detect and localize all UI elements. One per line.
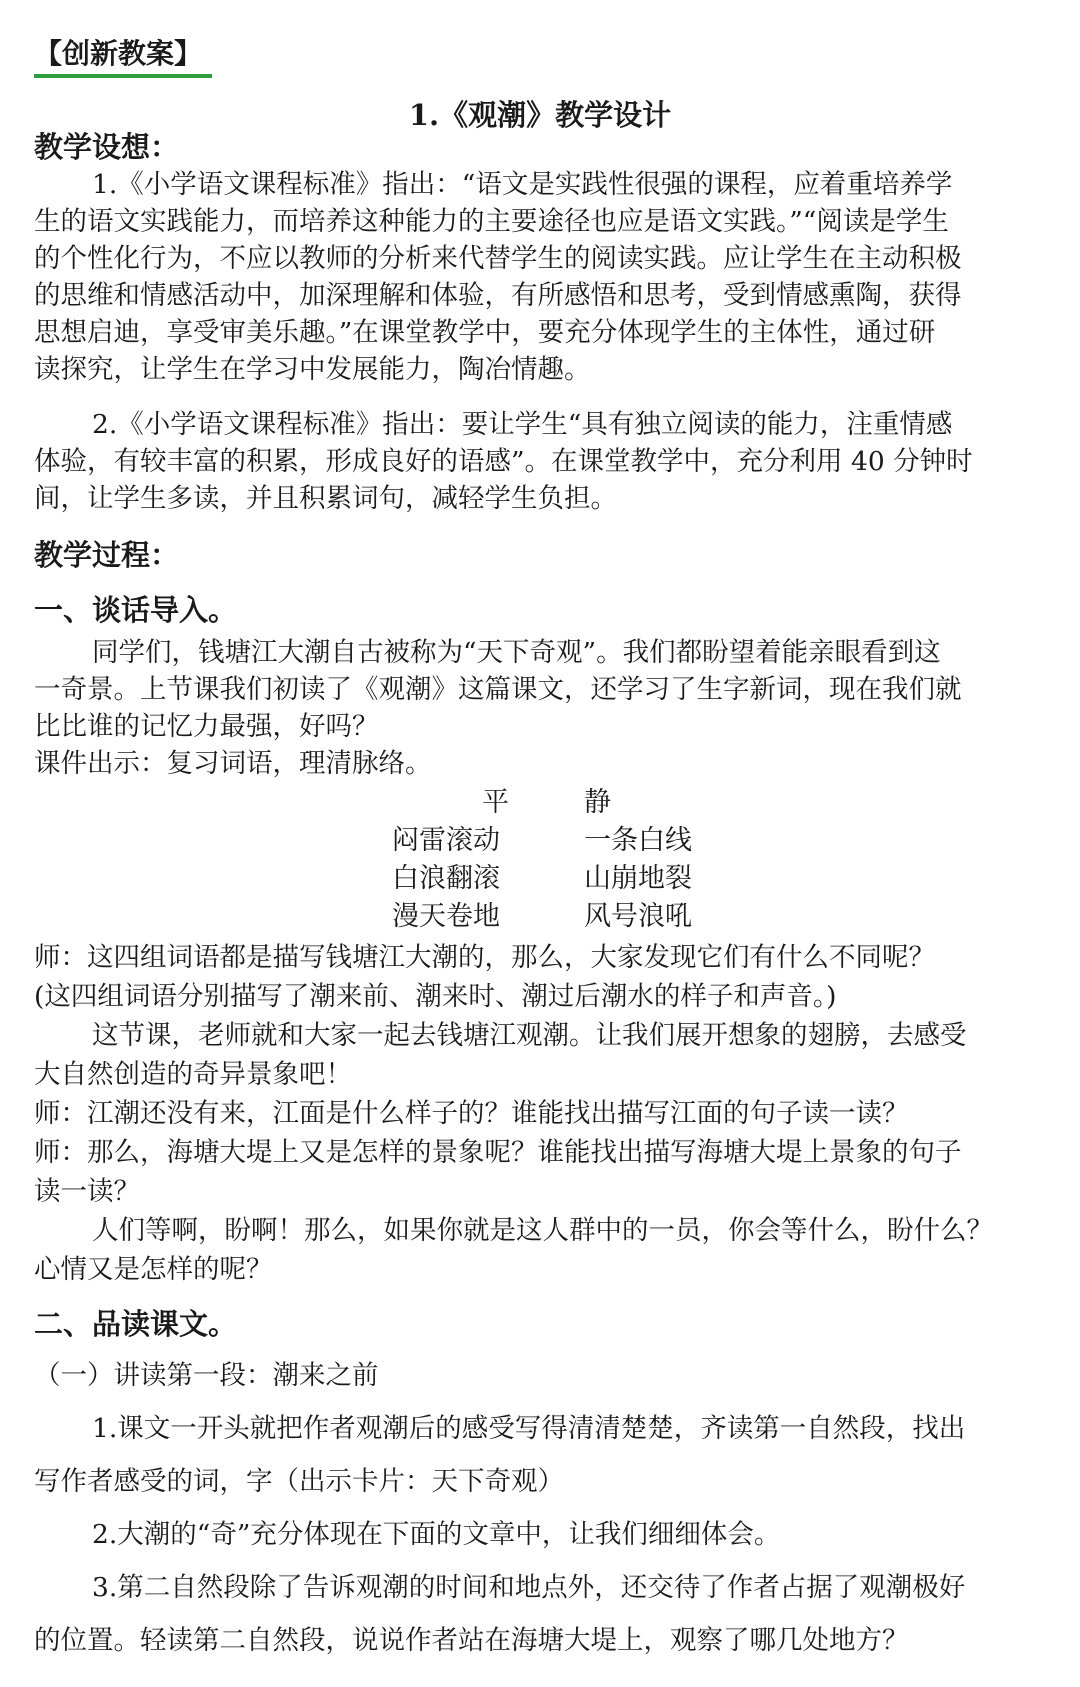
vocab-cell: 闷雷滚动 [392, 825, 500, 856]
vocab-row [392, 784, 692, 822]
section-heading-process: 教学过程： [34, 538, 180, 572]
vocab-cell: 静 [584, 787, 611, 818]
section-heading-concept: 教学设想： [34, 130, 180, 164]
text-line: 这节课，老师就和大家一起去钱塘江观潮。让我们展开想象的翅膀，去感受 [92, 1020, 967, 1051]
text-line: 写作者感受的词，字（出示卡片：天下奇观） [34, 1466, 564, 1497]
concept-paragraph-2 [34, 406, 1064, 517]
text-line: 的个性化行为，不应以教师的分析来代替学生的阅读实践。应让学生在主动积极 [34, 243, 962, 274]
part1-paragraph-1 [34, 634, 1064, 745]
header-underline [34, 74, 212, 78]
subsection-heading: （一）讲读第一段：潮来之前 [34, 1360, 379, 1391]
vocab-cell: 白浪翻滚 [392, 863, 500, 894]
text-line: 体验，有较丰富的积累，形成良好的语感”。在课堂教学中，充分利用 40 分钟时 [34, 446, 973, 477]
vocab-cell: 山崩地裂 [584, 863, 692, 894]
text-line: 2.《小学语文课程标准》指出：要让学生“具有独立阅读的能力，注重情感 [92, 409, 953, 440]
header-tag: 【创新教案】 [34, 37, 203, 70]
text-line: 心情又是怎样的呢？ [34, 1254, 273, 1285]
vocab-table [392, 784, 692, 936]
text-line: 读一读？ [34, 1176, 140, 1207]
text-line: 人们等啊，盼啊！那么，如果你就是这人群中的一员，你会等什么，盼什么？ [92, 1215, 993, 1246]
text-line: 间，让学生多读，并且积累词句，减轻学生负担。 [34, 483, 617, 514]
part2-heading: 二、品读课文。 [34, 1307, 238, 1341]
text-line: 1.课文一开头就把作者观潮后的感受写得清清楚楚，齐读第一自然段，找出 [92, 1413, 966, 1444]
vocab-cell: 一条白线 [584, 825, 692, 856]
text-line: 1.《小学语文课程标准》指出：“语文是实践性很强的课程，应着重培养学 [92, 169, 953, 200]
vocab-cell: 漫天卷地 [392, 901, 500, 932]
vocab-row [392, 860, 692, 898]
text-line: 生的语文实践能力，而培养这种能力的主要途径也应是语文实践。”“阅读是学生 [34, 206, 949, 237]
text-line: 比比谁的记忆力最强，好吗？ [34, 711, 379, 742]
document-title: 1.《观潮》教学设计 [408, 98, 672, 132]
courseware-line [34, 745, 1064, 782]
text-line: 同学们，钱塘江大潮自古被称为“天下奇观”。我们都盼望着能亲眼看到这 [92, 637, 941, 668]
vocab-cell: 风号浪吼 [584, 901, 692, 932]
text-line: 师：这四组词语都是描写钱塘江大潮的，那么，大家发现它们有什么不同呢？ [34, 942, 935, 973]
text-line: 一奇景。上节课我们初读了《观潮》这篇课文，还学习了生字新词，现在我们就 [34, 674, 962, 705]
vocab-row [392, 898, 692, 936]
text-line: 的思维和情感活动中，加深理解和体验，有所感悟和思考，受到情感熏陶，获得 [34, 280, 962, 311]
concept-paragraph-1 [34, 166, 1064, 388]
text-line: 师：江潮还没有来，江面是什么样子的？谁能找出描写江面的句子读一读？ [34, 1098, 909, 1129]
text-line: 3.第二自然段除了告诉观潮的时间和地点外，还交待了作者占据了观潮极好 [92, 1572, 966, 1603]
text-line: (这四组词语分别描写了潮来前、潮来时、潮过后潮水的样子和声音。) [34, 981, 837, 1012]
part1-heading: 一、谈话导入。 [34, 593, 238, 627]
text-line: 思想启迪，享受审美乐趣。”在课堂教学中，要充分体现学生的主体性，通过研 [34, 317, 936, 348]
text-line: 2.大潮的“奇”充分体现在下面的文章中，让我们细细体会。 [92, 1519, 781, 1550]
text-line: 大自然创造的奇异景象吧！ [34, 1059, 352, 1090]
vocab-cell: 平 [482, 787, 509, 818]
text-line: 读探究，让学生在学习中发展能力，陶冶情趣。 [34, 354, 591, 385]
text-line: 的位置。轻读第二自然段，说说作者站在海塘大堤上，观察了哪几处地方？ [34, 1625, 909, 1656]
teacher-dialogue-1 [34, 938, 1064, 1289]
text-line: 师：那么，海塘大堤上又是怎样的景象呢？谁能找出描写海塘大堤上景象的句子 [34, 1137, 962, 1168]
part2-content [34, 1349, 1064, 1667]
text-line: 课件出示：复习词语，理清脉络。 [34, 748, 432, 779]
vocab-row [392, 822, 692, 860]
